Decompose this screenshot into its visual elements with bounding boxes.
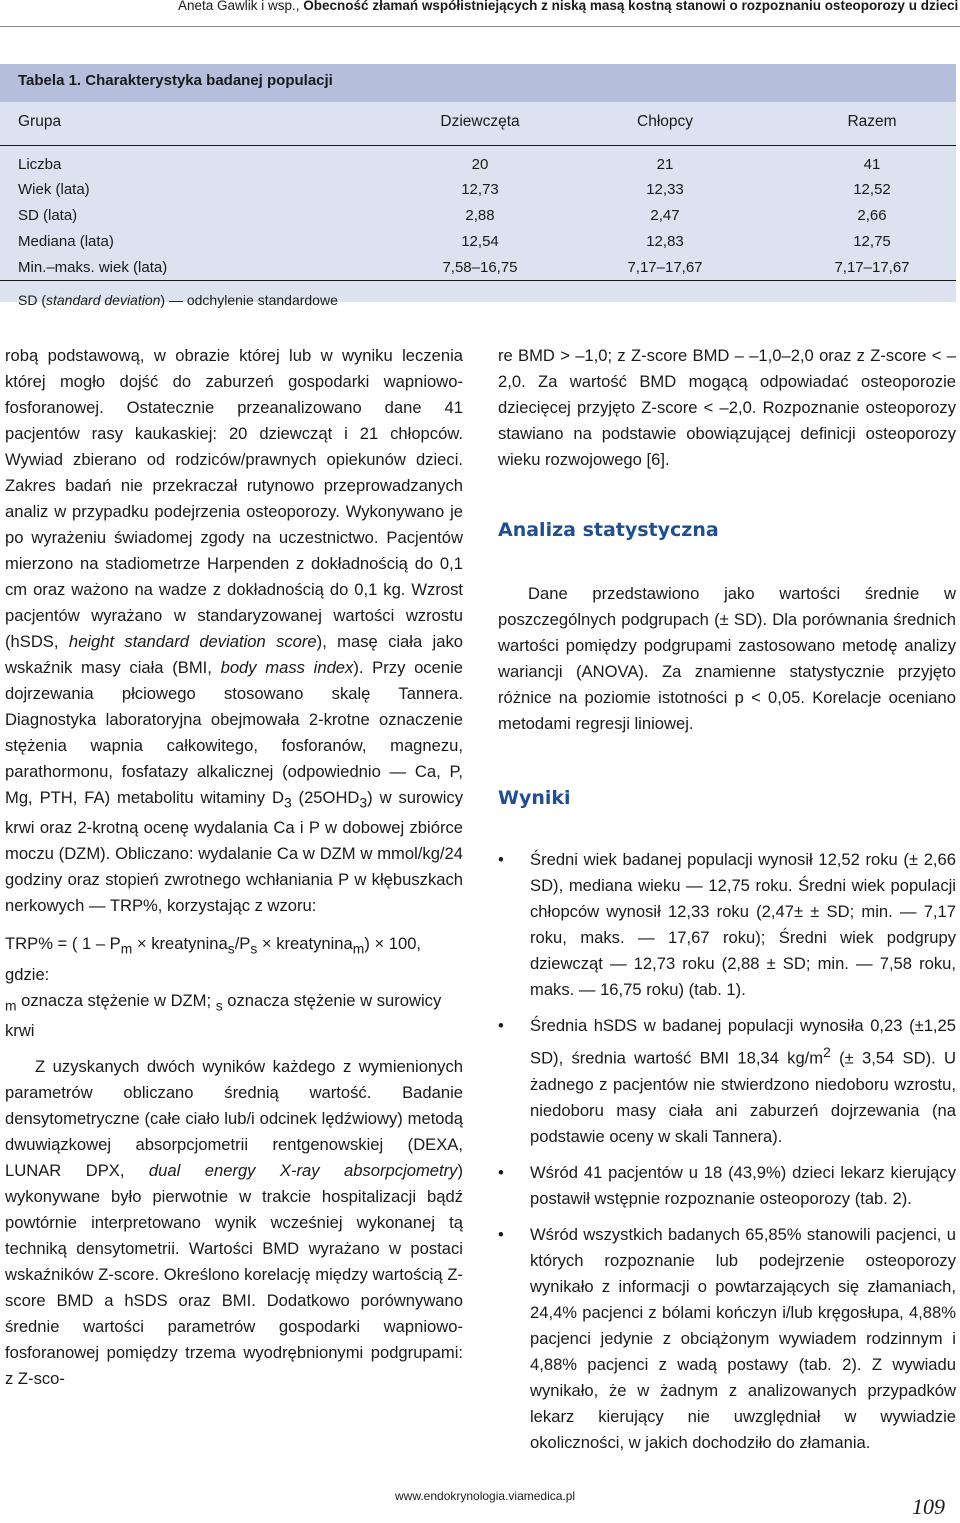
- text: (± 3,54 SD). U żadnego z pacjentów nie stwierdzono niedoboru wzrostu, niedoboru masy ciała ani zaburzeń dojrzewania (na podstawie oceny w skali Tannera).: [530, 1048, 956, 1146]
- text: oznacza stężenie w surowicy krwi: [5, 990, 442, 1040]
- text: (25OHD: [291, 788, 360, 807]
- right-column: [498, 343, 956, 1456]
- cell: Wiek (lata): [18, 181, 90, 198]
- gdzie: gdzie:: [5, 964, 50, 984]
- cell: 20: [471, 156, 489, 173]
- cell: 2,47: [650, 207, 680, 224]
- cell: 12,54: [461, 233, 499, 250]
- header-title: Obecność złamań współistniejących z niską masą kostną stanowi o rozpoznaniu osteoporozy u dzieci: [303, 0, 959, 13]
- header-rule: [0, 26, 960, 27]
- text: ) w surowicy krwi oraz 2-krotną ocenę wydalania Ca i P w dobowej zbiórce moczu (DZM). Obliczano: wydalanie Ca w DZM w mmol/kg/24 godziny oraz stopień zwrotnego wchłaniania P w kłębuszkach nerkowych — TRP%, korzystając z wzoru:: [5, 788, 464, 916]
- col-header-girls: Dziewczęta: [440, 113, 520, 130]
- bullet-icon: •: [498, 1016, 504, 1035]
- cell: 7,17–17,67: [627, 259, 703, 276]
- page-number: 109: [912, 1494, 945, 1519]
- text: × kreatynina: [257, 934, 353, 954]
- subscript: 3: [359, 794, 368, 811]
- results-list: [498, 847, 956, 1456]
- text: Z uzyskanych dwóch wyników każdego z wymienionych parametrów obliczano średnią wartość. Badanie densytometryczne (całe ciało lub/i odcinek lędźwiowy) metodą dwuwiązkowej absorpcjometrii rentgenowskiej (DEXA, LUNAR DPX,: [5, 1056, 463, 1180]
- subscript: m: [5, 996, 17, 1013]
- cell: 41: [863, 156, 881, 173]
- header-authors: Aneta Gawlik i wsp.,: [178, 0, 304, 13]
- subscript: s: [215, 996, 223, 1013]
- col-header-total: Razem: [847, 113, 897, 130]
- cell: 12,73: [461, 181, 499, 198]
- cell: 12,83: [646, 233, 684, 250]
- running-header: [178, 0, 959, 13]
- paragraph: Dane przedstawiono jako wartości średnie w poszczególnych podgrupach (± SD). Dla porównania średnich wartości pomiędzy podgrupami zastosowano metodę analizy wariancji (ANOVA). Za znamienne statystycznie przyjęto różnice na poziomie istotności p < 0,05. Korelacje oceniano metodami regresji liniowej.: [498, 584, 956, 733]
- text: /P: [234, 934, 251, 954]
- text: Wśród wszystkich badanych 65,85% stanowili pacjenci, u których rozpoznanie lub podejrzenie osteoporozy wynikało z informacji o powtarzających się złamaniach, 24,4% pacjenci z bólami kończyn i/lub kręgosłupa, 4,88% pacjenci jedynie z obciążonym wywiadem rodzinnym i 4,88% pacjenci z wadą postawy (tab. 2). Z wywiadu wynikało, że w żadnym z analizowanych przypadków lekarz kierujący nie uwzględniał w wywiadzie okoliczności, w jakich dochodziło do złamania.: [530, 1224, 956, 1452]
- section-heading-results: Wyniki: [498, 787, 571, 809]
- cell: 2,66: [857, 207, 887, 224]
- trp-formula: [5, 931, 463, 961]
- paragraph: [5, 1054, 463, 1392]
- cell: SD (lata): [18, 207, 78, 224]
- bullet-icon: •: [498, 1162, 504, 1182]
- subscript: s: [227, 940, 235, 957]
- subscript: 3: [283, 794, 292, 811]
- bullet-icon: •: [498, 1224, 504, 1244]
- text: × kreatynina: [132, 934, 228, 954]
- text: ) wykonywane było pierwotnie w trakcie hospitalizacji bądź powtórnie interpretowano wynik wcześniej wykonanej tą techniką densytometrii. Wartości BMD wyrażano w postaci wskaźników Z-score. Określono korelację między wartością Z-score BMD a hSDS oraz BMI. Dodatkowo porównywano średnie wartości parametrów gospodarki wapniowo-fosforanowej pomiędzy trzema wyodrębnionymi podgrupami: z Z-sco-: [5, 1160, 463, 1388]
- text: robą podstawową, w obrazie której lub w wyniku leczenia której mogło dojść do zaburzeń gospodarki wapniowo-fosforanowej. Ostatecznie przeanalizowano dane 41 pacjentów rasy kaukaskiej: 20 dziewcząt i 21 chłopców. Wywiad zbierano od rodziców/prawnych opiekunów dzieci. Zakres badań nie przekraczał rutynowo przeprowadzanych analiz w przypadku podejrzenia osteoporozy. Wykonywano je po wyrażeniu świadomej zgody na uczestnictwo. Pacjentów mierzono na stadiometrze Harpenden z dokładnością do 0,1 cm oraz ważono na wadze z dokładnością do 0,1 kg. Wzrost pacjentów wyrażano w standaryzowanej wartości wzrostu (hSDS,: [5, 346, 463, 651]
- list-item: [498, 1160, 956, 1212]
- text: Wśród 41 pacjentów u 18 (43,9%) dzieci lekarz kierujący postawił wstępnie rozpoznanie osteoporozy (tab. 2).: [530, 1162, 956, 1208]
- table-caption: Tabela 1. Charakterystyka badanej populacji: [18, 72, 333, 89]
- text: Średnia hSDS w badanej populacji wynosiła 0,23 (±1,25 SD), średnia wartość BMI 18,34 kg/m: [530, 1016, 956, 1068]
- text-italic: dual energy X-ray absorpcjometry: [148, 1160, 458, 1180]
- list-item: [498, 1013, 956, 1150]
- table-row: [0, 156, 956, 180]
- table-header-rule: [0, 145, 956, 146]
- cell: 12,33: [646, 181, 684, 198]
- table-bottom-rule: [0, 280, 956, 281]
- list-item: [498, 847, 956, 1003]
- cell: 7,17–17,67: [834, 259, 910, 276]
- list-item: [498, 1222, 956, 1456]
- cell: 7,58–16,75: [442, 259, 518, 276]
- cell: 21: [656, 156, 674, 173]
- text-italic: body mass index: [220, 658, 354, 677]
- col-header-boys: Chłopcy: [637, 113, 693, 130]
- text-italic: height standard deviation score: [68, 632, 317, 651]
- left-column: [5, 343, 463, 1392]
- paragraph: [5, 343, 463, 919]
- footnote-text: ) — odchylenie standardowe: [160, 292, 338, 308]
- cell: Mediana (lata): [18, 233, 114, 250]
- text: ) × 100,: [364, 934, 422, 954]
- formula-legend: [5, 988, 463, 1044]
- cell: 12,75: [853, 233, 891, 250]
- paragraph: re BMD > –1,0; z Z-score BMD – –1,0–2,0 oraz z Z-score < –2,0. Za wartość BMD mogącą odpowiadać osteoporozie dziecięcej przyjęto Z-score < –2,0. Rozpoznanie osteoporozy stawiano na podstawie obowiązującej definicji osteoporozy wieku rozwojowego [6].: [498, 346, 956, 469]
- table-row: [0, 233, 956, 257]
- text: ), masę ciała jako wskaźnik masy ciała (BMI,: [5, 632, 463, 677]
- table-row: [0, 181, 956, 205]
- table-1: [0, 64, 956, 308]
- section-heading-statistics: Analiza statystyczna: [498, 519, 719, 541]
- footnote-text: SD (: [18, 292, 46, 308]
- table-row: [0, 207, 956, 231]
- text: TRP% = ( 1 – P: [5, 934, 121, 954]
- cell: Liczba: [18, 156, 62, 173]
- text: oznacza stężenie w DZM;: [16, 990, 216, 1010]
- subscript: m: [352, 940, 365, 957]
- bullet-icon: •: [498, 850, 504, 869]
- text: ). Przy ocenie dojrzewania płciowego stosowano skalę Tannera. Diagnostyka laboratoryjna obejmowała 2-krotne oznaczenie stężenia wapnia całkowitego, fosforanów, magnezu, parathormonu, fosfatazy alkalicznej (odpowiednio — Ca, P, Mg, PTH, FA) metabolitu witaminy D: [5, 658, 463, 807]
- cell: 12,52: [853, 181, 891, 198]
- subscript: s: [250, 940, 258, 957]
- cell: Min.–maks. wiek (lata): [18, 259, 168, 276]
- footnote-italic: standard deviation: [46, 292, 161, 308]
- cell: 2,88: [465, 207, 495, 224]
- footer-url: www.endokrynologia.viamedica.pl: [395, 1489, 576, 1503]
- text: Średni wiek badanej populacji wynosił 12,52 roku (± 2,66 SD), mediana wieku — 12,75 roku. Średni wiek populacji chłopców wynosił 12,33 roku (2,47± ± SD; min. — 7,17 roku, maks. — 17,67 roku); Średni wiek podgrupy dziewcząt — 12,73 roku (2,88 ± SD; min. — 7,58 roku, maks. — 16,75 roku) (tab. 1).: [530, 850, 956, 999]
- superscript: 2: [823, 1044, 831, 1060]
- col-header-group: Grupa: [18, 113, 62, 130]
- table-footnote: [18, 292, 338, 308]
- subscript: m: [120, 940, 133, 957]
- table-header-row: [0, 113, 956, 137]
